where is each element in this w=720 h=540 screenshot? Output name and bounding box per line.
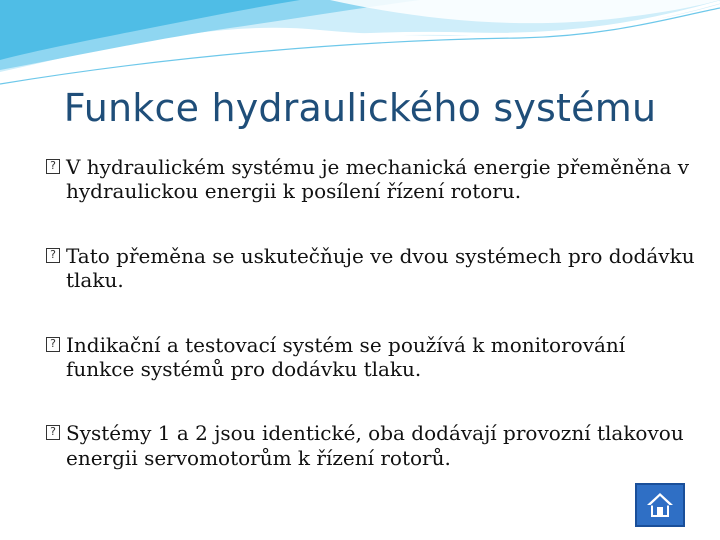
missing-glyph-icon: ? — [46, 248, 60, 263]
missing-glyph-icon: ? — [46, 425, 60, 440]
bullet-list — [46, 155, 696, 510]
bullet-item — [46, 333, 696, 382]
missing-glyph-icon: ? — [46, 337, 60, 352]
slide-title: Funkce hydraulického systému — [63, 86, 657, 130]
home-icon — [645, 491, 675, 519]
bullet-item — [46, 421, 696, 470]
bullet-text: Tato přeměna se uskutečňuje ve dvou systémech pro dodávku tlaku. — [66, 243, 695, 293]
missing-glyph-icon: ? — [46, 159, 60, 174]
bullet-text: Indikační a testovací systém se používá k monitorování funkce systémů pro dodávku tlaku. — [66, 332, 626, 381]
bullet-item — [46, 155, 696, 204]
bullet-text: Systémy 1 a 2 jsou identické, oba dodávají provozní tlakovou energii servomotorům k řízení rotorů. — [66, 421, 684, 470]
bullet-item — [46, 244, 696, 293]
header-wave-decoration — [0, 0, 720, 90]
home-button[interactable] — [635, 483, 685, 527]
bullet-text: V hydraulickém systému je mechanická energie přeměněna v hydraulickou energii k posílení řízení rotoru. — [66, 155, 690, 204]
